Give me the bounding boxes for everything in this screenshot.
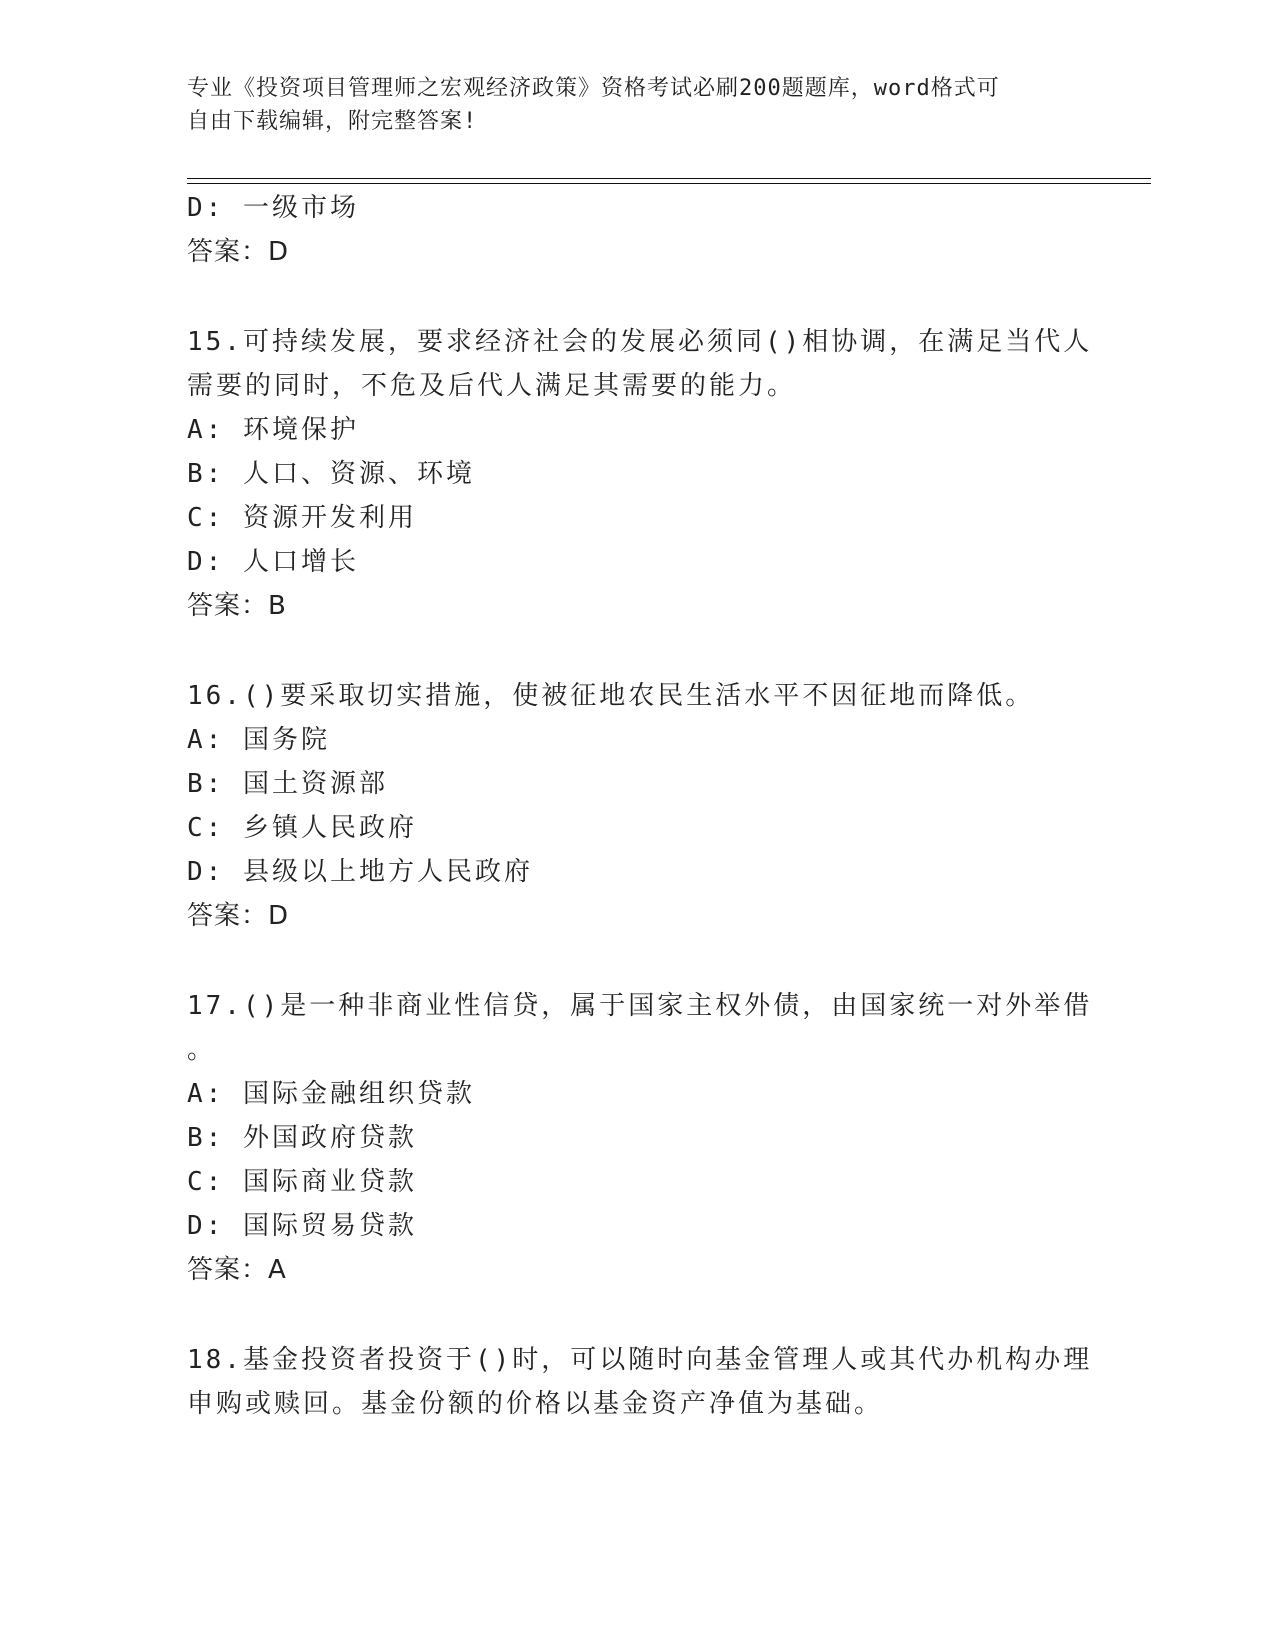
q17-stem-line-1: 17.()是一种非商业性信贷，属于国家主权外债，由国家统一对外举借 xyxy=(187,991,1093,1021)
header-divider-bottom xyxy=(187,183,1151,184)
q15-option-a: A: 环境保护 xyxy=(187,415,359,445)
header-line-1: 专业《投资项目管理师之宏观经济政策》资格考试必刷200题题库，word格式可 xyxy=(187,76,1000,101)
q17-option-b: B: 外国政府贷款 xyxy=(187,1123,417,1153)
q15-option-c: C: 资源开发利用 xyxy=(187,503,417,533)
q16-option-c: C: 乡镇人民政府 xyxy=(187,813,417,843)
q16-stem-line-1: 16.()要采取切实措施，使被征地农民生活水平不因征地而降低。 xyxy=(187,681,1035,711)
q17-stem-line-2: 。 xyxy=(187,1035,217,1065)
q14-option-d: D: 一级市场 xyxy=(187,193,359,223)
header-divider-top xyxy=(187,178,1151,179)
header-line-2: 自由下载编辑，附完整答案! xyxy=(187,109,478,134)
q15-option-d: D: 人口增长 xyxy=(187,547,359,577)
q17-option-c: C: 国际商业贷款 xyxy=(187,1167,417,1197)
q17-option-a: A: 国际金融组织贷款 xyxy=(187,1079,475,1109)
q17-answer: 答案：A xyxy=(187,1255,287,1285)
q15-option-b: B: 人口、资源、环境 xyxy=(187,459,475,489)
q15-answer: 答案：B xyxy=(187,591,287,621)
q18-stem-line-2: 申购或赎回。基金份额的价格以基金资产净值为基础。 xyxy=(187,1389,884,1419)
q16-option-b: B: 国土资源部 xyxy=(187,769,388,799)
q15-stem-line-1: 15.可持续发展，要求经济社会的发展必须同()相协调，在满足当代人 xyxy=(187,327,1093,357)
q16-option-d: D: 县级以上地方人民政府 xyxy=(187,857,533,887)
q17-option-d: D: 国际贸易贷款 xyxy=(187,1211,417,1241)
q14-answer: 答案：D xyxy=(187,237,290,267)
q16-answer: 答案：D xyxy=(187,901,290,931)
q16-option-a: A: 国务院 xyxy=(187,725,330,755)
q15-stem-line-2: 需要的同时，不危及后代人满足其需要的能力。 xyxy=(187,371,797,401)
document-header xyxy=(187,72,1067,138)
q18-stem-line-1: 18.基金投资者投资于()时，可以随时向基金管理人或其代办机构办理 xyxy=(187,1345,1093,1375)
